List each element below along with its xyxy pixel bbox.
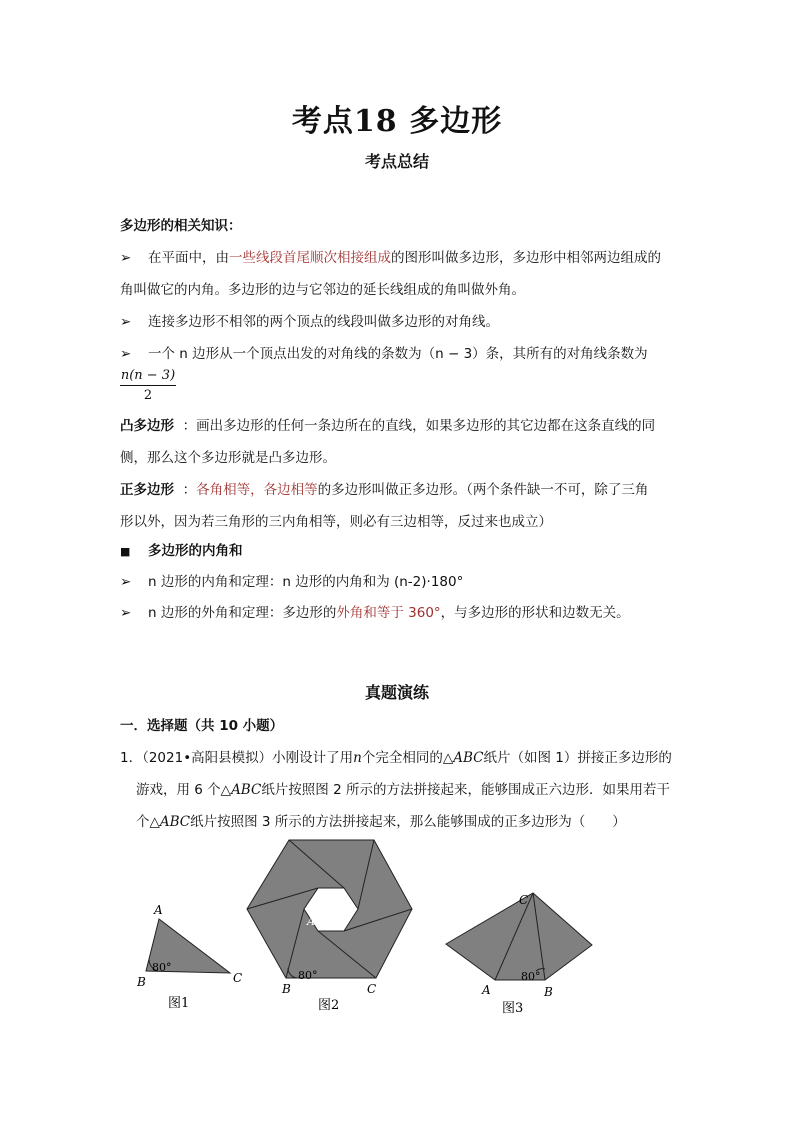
- exterior-text-b: ，与多边形的形状和边数无关。: [440, 605, 630, 621]
- knowledge-item-1: [120, 242, 680, 306]
- convex-term: 凸多边形: [120, 418, 174, 434]
- regular-text-a: 的多边形叫做正多边形。（两个条件缺一不可，除了三角: [317, 482, 649, 498]
- convex-definition: [120, 410, 680, 474]
- regular-colon: ：: [182, 482, 197, 498]
- label-a: A: [482, 983, 491, 997]
- exterior-highlight: 外角和等于 360°: [336, 605, 441, 621]
- item1-highlight: 一些线段首尾顺次相接组成: [229, 250, 391, 266]
- question-number: 1．: [120, 750, 143, 766]
- angle-sum-heading-row: [120, 535, 680, 568]
- q1-text-c: 纸片（如图 1）拼接正多边形的: [483, 750, 672, 766]
- q1-line3-a: 个△: [136, 814, 160, 830]
- item2-text: 连接多边形不相邻的两个顶点的线段叫做多边形的对角线。: [148, 314, 499, 330]
- angle-label: 80°: [152, 961, 172, 974]
- angle-label: 80°: [521, 970, 541, 983]
- knowledge-item-3: [120, 338, 680, 370]
- item1-line2: 角叫做它的内角。多边形的边与它邻边的延长线组成的角叫做外角。: [120, 282, 525, 298]
- figure-2: [247, 840, 412, 1013]
- figure-caption: 图1: [168, 996, 190, 1011]
- label-b: B: [544, 985, 553, 999]
- knowledge-heading: 多边形的相关知识：: [120, 218, 242, 234]
- interior-text: n 边形的内角和定理：n 边形的内角和为 (n-2)·180°: [148, 574, 464, 590]
- regular-highlight: 各角相等，各边相等: [196, 482, 318, 498]
- exterior-text-a: n 边形的外角和定理：多边形的: [148, 605, 337, 621]
- fraction-denominator: 2: [143, 388, 153, 403]
- q1-text-b: 个完全相同的△: [361, 750, 454, 766]
- diagonal-count-fraction: [120, 368, 176, 403]
- label-c: C: [233, 971, 243, 985]
- regular-term: 正多边形: [120, 482, 174, 498]
- item1-text-b: 的图形叫做多边形，多边形中相邻两边组成的: [391, 250, 661, 266]
- practice-heading: 真题演练: [364, 683, 429, 702]
- angle-sum-heading: 多边形的内角和: [148, 543, 243, 559]
- page-subtitle: 考点总结: [364, 152, 429, 171]
- item3-text: 一个 n 边形从一个顶点出发的对角线的条数为（n − 3）条，其所有的对角线条数为: [148, 346, 648, 362]
- label-b: B: [137, 975, 146, 989]
- question-figures: [0, 823, 794, 1123]
- bullet-icon: ➢: [120, 574, 132, 590]
- q1-line2-a: 游戏，用 6 个△: [136, 782, 232, 798]
- question-source: （2021•高阳县模拟）: [142, 750, 273, 766]
- convex-def-text: ：画出多边形的任何一条边所在的直线，如果多边形的其它边都在这条直线的同: [182, 418, 656, 434]
- square-bullet-icon: ■: [120, 545, 131, 558]
- label-b: B: [282, 982, 291, 996]
- q1-text-a: 小刚设计了用: [272, 750, 354, 766]
- page-title: 考点18 多边形: [291, 104, 503, 139]
- practice-part-heading: 一．选择题（共 10 小题）: [120, 718, 284, 734]
- exterior-angle-theorem: [120, 597, 680, 629]
- q1-line3-b: 纸片按照图 3 所示的方法拼接起来，那么能够围成的正多边形为（ ）: [190, 814, 626, 830]
- figure-caption: 图2: [318, 998, 340, 1013]
- angle-label: 80°: [298, 969, 318, 982]
- q1-abc: ABC: [453, 750, 484, 766]
- regular-definition: [120, 474, 680, 538]
- interior-angle-theorem: [120, 566, 680, 598]
- bullet-icon: ➢: [120, 250, 132, 266]
- regular-line2: 形以外，因为若三角形的三内角相等，则必有三边相等，反过来也成立）: [120, 514, 552, 530]
- label-a: A: [307, 915, 315, 928]
- item1-text-a: 在平面中，由: [148, 250, 229, 266]
- convex-line2: 侧，那么这个多边形就是凸多边形。: [120, 450, 336, 466]
- knowledge-item-2: [120, 306, 680, 338]
- q1-var-n: n: [353, 750, 362, 766]
- figure-caption: 图3: [502, 1001, 524, 1016]
- fraction-numerator: n(n − 3): [120, 368, 176, 386]
- bullet-icon: ➢: [120, 314, 132, 330]
- label-c: C: [367, 982, 377, 996]
- figure-3: [446, 893, 592, 1016]
- q1-abc-2: ABC: [231, 782, 262, 798]
- label-c: C: [519, 893, 529, 907]
- q1-line2-b: 纸片按照图 2 所示的方法拼接起来，能够围成正六边形．如果用若干: [261, 782, 670, 798]
- figure-1: [136, 903, 242, 1011]
- label-a: A: [154, 903, 163, 917]
- q1-abc-3: ABC: [159, 814, 191, 830]
- bullet-icon: ➢: [120, 346, 132, 362]
- bullet-icon: ➢: [120, 605, 132, 621]
